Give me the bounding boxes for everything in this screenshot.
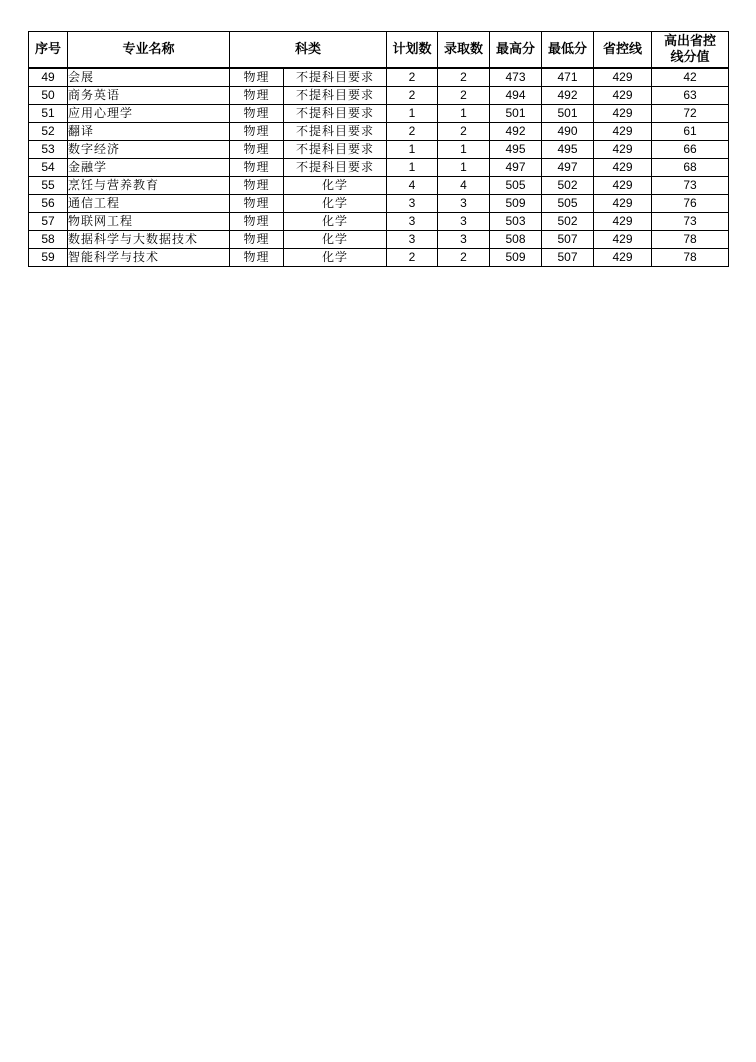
row-control: 429	[594, 123, 652, 141]
row-index: 55	[29, 177, 68, 195]
row-index: 52	[29, 123, 68, 141]
row-max: 503	[490, 213, 542, 231]
row-subject: 物理	[230, 123, 284, 141]
row-index: 53	[29, 141, 68, 159]
row-plan: 2	[387, 249, 438, 267]
row-subject: 物理	[230, 213, 284, 231]
row-above: 76	[652, 195, 729, 213]
table-row	[29, 213, 729, 231]
row-above: 73	[652, 177, 729, 195]
row-major: 烹饪与营养教育	[68, 177, 230, 195]
row-admitted: 2	[438, 87, 490, 105]
table-row	[29, 123, 729, 141]
header-row	[29, 32, 729, 69]
row-min: 502	[542, 213, 594, 231]
header-index: 序号	[29, 32, 68, 69]
row-index: 54	[29, 159, 68, 177]
row-min: 490	[542, 123, 594, 141]
row-requirement: 化学	[284, 231, 387, 249]
table-row	[29, 231, 729, 249]
row-control: 429	[594, 159, 652, 177]
row-min: 471	[542, 68, 594, 87]
row-max: 505	[490, 177, 542, 195]
row-requirement: 化学	[284, 195, 387, 213]
row-above: 78	[652, 249, 729, 267]
row-control: 429	[594, 249, 652, 267]
row-admitted: 3	[438, 195, 490, 213]
row-control: 429	[594, 68, 652, 87]
row-index: 51	[29, 105, 68, 123]
table-row	[29, 195, 729, 213]
row-control: 429	[594, 105, 652, 123]
row-min: 497	[542, 159, 594, 177]
row-major: 商务英语	[68, 87, 230, 105]
row-plan: 4	[387, 177, 438, 195]
row-plan: 3	[387, 195, 438, 213]
header-major: 专业名称	[68, 32, 230, 69]
row-admitted: 1	[438, 141, 490, 159]
row-plan: 2	[387, 123, 438, 141]
table-row	[29, 105, 729, 123]
row-control: 429	[594, 87, 652, 105]
row-control: 429	[594, 195, 652, 213]
row-index: 49	[29, 68, 68, 87]
row-requirement: 不提科目要求	[284, 105, 387, 123]
row-plan: 1	[387, 105, 438, 123]
row-plan: 1	[387, 141, 438, 159]
row-index: 58	[29, 231, 68, 249]
table-row	[29, 177, 729, 195]
row-min: 492	[542, 87, 594, 105]
table-row	[29, 249, 729, 267]
row-control: 429	[594, 213, 652, 231]
row-index: 57	[29, 213, 68, 231]
row-admitted: 2	[438, 68, 490, 87]
row-requirement: 不提科目要求	[284, 87, 387, 105]
header-plan: 计划数	[387, 32, 438, 69]
row-max: 501	[490, 105, 542, 123]
row-plan: 3	[387, 213, 438, 231]
row-max: 494	[490, 87, 542, 105]
row-admitted: 1	[438, 105, 490, 123]
row-major: 数据科学与大数据技术	[68, 231, 230, 249]
row-max: 497	[490, 159, 542, 177]
row-above: 42	[652, 68, 729, 87]
row-above: 78	[652, 231, 729, 249]
row-control: 429	[594, 231, 652, 249]
row-min: 502	[542, 177, 594, 195]
header-admitted: 录取数	[438, 32, 490, 69]
row-max: 492	[490, 123, 542, 141]
row-min: 507	[542, 249, 594, 267]
row-subject: 物理	[230, 159, 284, 177]
table-row	[29, 68, 729, 87]
table-row	[29, 141, 729, 159]
row-above: 61	[652, 123, 729, 141]
row-min: 505	[542, 195, 594, 213]
row-requirement: 不提科目要求	[284, 123, 387, 141]
row-subject: 物理	[230, 105, 284, 123]
header-max: 最高分	[490, 32, 542, 69]
row-control: 429	[594, 141, 652, 159]
row-above: 66	[652, 141, 729, 159]
row-major: 金融学	[68, 159, 230, 177]
header-min: 最低分	[542, 32, 594, 69]
row-index: 50	[29, 87, 68, 105]
row-min: 501	[542, 105, 594, 123]
row-requirement: 不提科目要求	[284, 159, 387, 177]
row-max: 495	[490, 141, 542, 159]
row-min: 495	[542, 141, 594, 159]
row-above: 63	[652, 87, 729, 105]
row-major: 物联网工程	[68, 213, 230, 231]
header-category: 科类	[230, 32, 387, 69]
row-plan: 2	[387, 87, 438, 105]
row-index: 59	[29, 249, 68, 267]
row-above: 73	[652, 213, 729, 231]
row-max: 509	[490, 195, 542, 213]
row-subject: 物理	[230, 68, 284, 87]
header-above: 高出省控线分值	[652, 32, 729, 69]
row-admitted: 3	[438, 213, 490, 231]
row-index: 56	[29, 195, 68, 213]
header-control: 省控线	[594, 32, 652, 69]
row-max: 473	[490, 68, 542, 87]
row-major: 智能科学与技术	[68, 249, 230, 267]
row-plan: 2	[387, 68, 438, 87]
row-major: 通信工程	[68, 195, 230, 213]
row-subject: 物理	[230, 177, 284, 195]
row-above: 68	[652, 159, 729, 177]
row-requirement: 不提科目要求	[284, 68, 387, 87]
row-subject: 物理	[230, 231, 284, 249]
row-major: 翻译	[68, 123, 230, 141]
row-admitted: 3	[438, 231, 490, 249]
row-subject: 物理	[230, 249, 284, 267]
row-major: 会展	[68, 68, 230, 87]
row-subject: 物理	[230, 141, 284, 159]
row-requirement: 化学	[284, 213, 387, 231]
row-requirement: 不提科目要求	[284, 141, 387, 159]
row-min: 507	[542, 231, 594, 249]
table-row	[29, 159, 729, 177]
row-control: 429	[594, 177, 652, 195]
row-major: 数字经济	[68, 141, 230, 159]
row-requirement: 化学	[284, 249, 387, 267]
row-plan: 3	[387, 231, 438, 249]
row-subject: 物理	[230, 87, 284, 105]
admission-scores-table	[28, 31, 729, 267]
row-max: 509	[490, 249, 542, 267]
row-max: 508	[490, 231, 542, 249]
row-admitted: 2	[438, 249, 490, 267]
row-subject: 物理	[230, 195, 284, 213]
row-admitted: 4	[438, 177, 490, 195]
row-major: 应用心理学	[68, 105, 230, 123]
row-requirement: 化学	[284, 177, 387, 195]
row-admitted: 2	[438, 123, 490, 141]
row-admitted: 1	[438, 159, 490, 177]
table-row	[29, 87, 729, 105]
row-plan: 1	[387, 159, 438, 177]
row-above: 72	[652, 105, 729, 123]
